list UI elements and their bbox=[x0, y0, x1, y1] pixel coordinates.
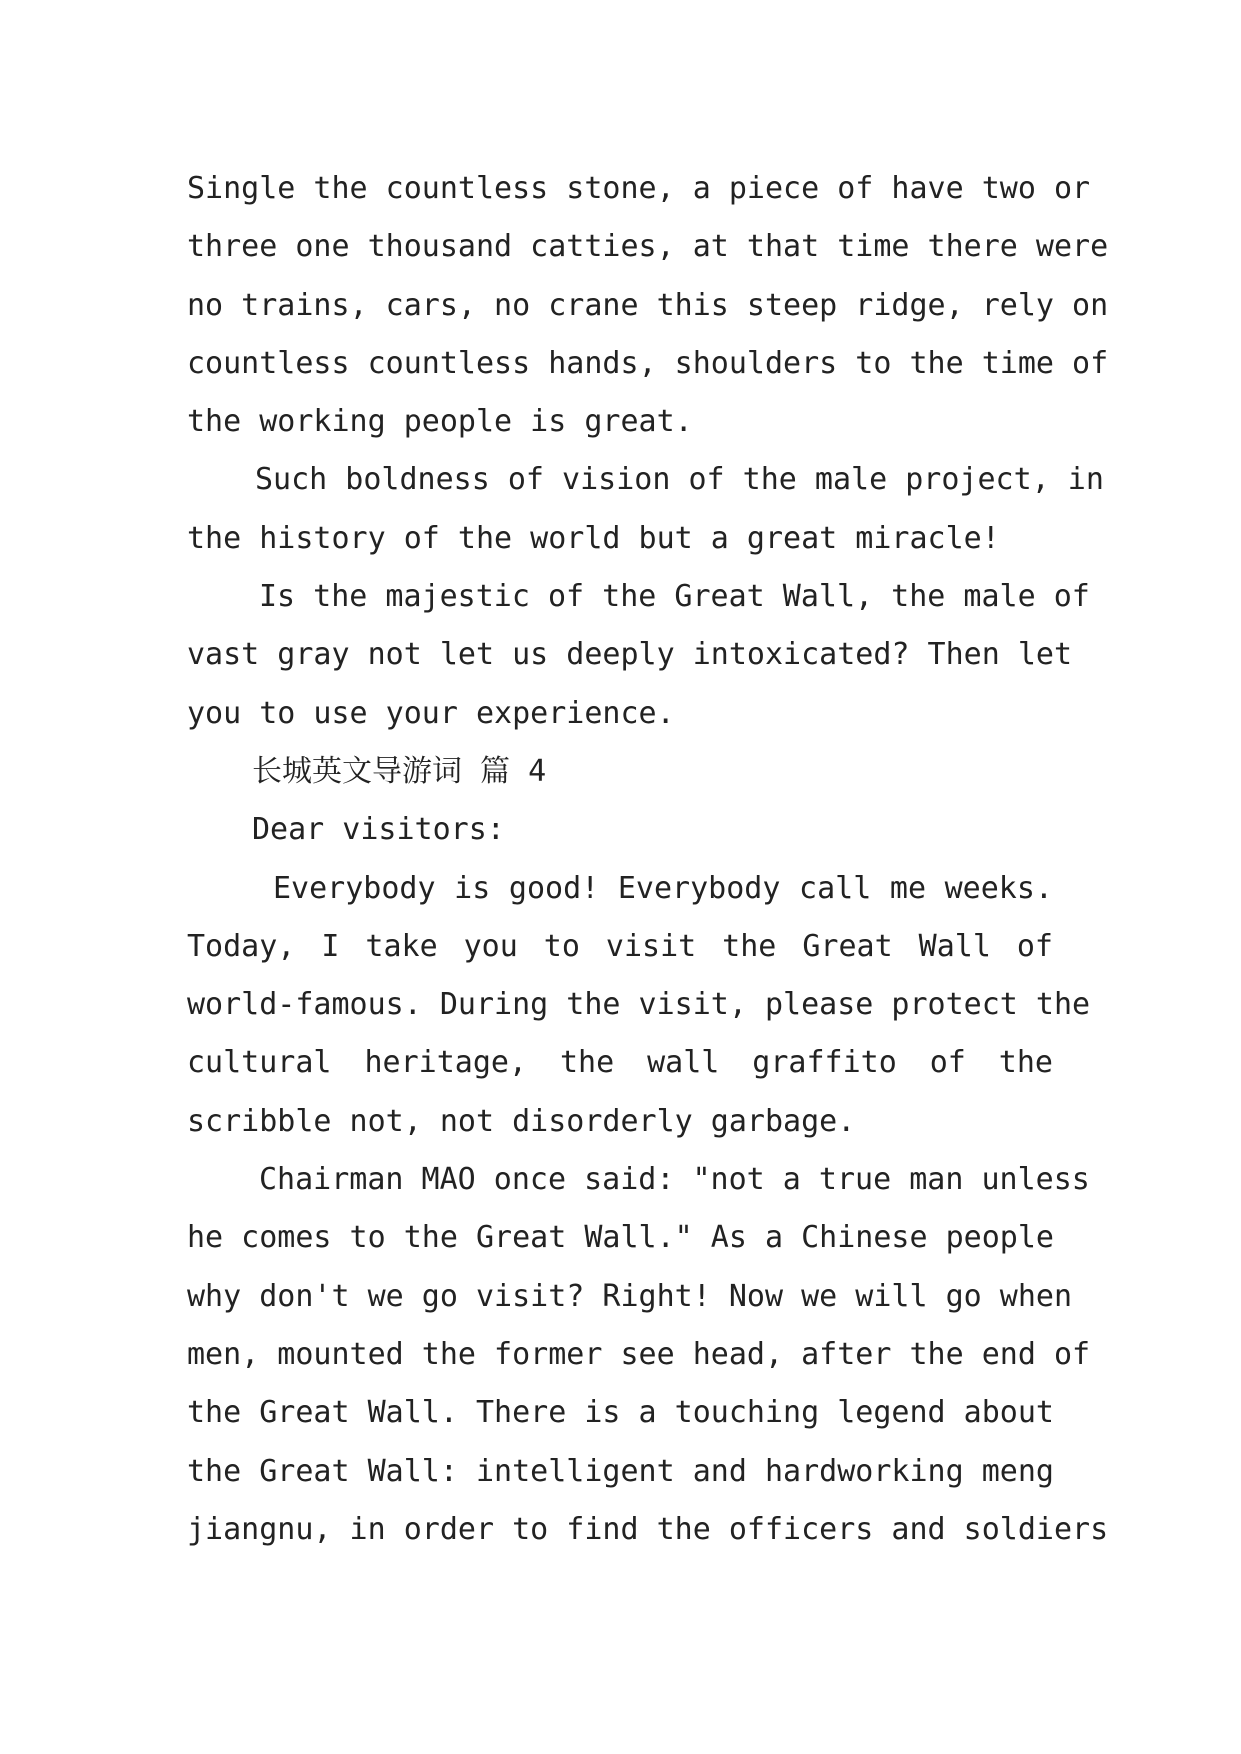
text-line: the working people is great. bbox=[187, 404, 693, 440]
text-line: jiangnu, in order to find the officers and soldiers bbox=[187, 1511, 1109, 1547]
section-heading: 长城英文导游词 篇 4 bbox=[252, 753, 547, 789]
text-line: no trains, cars, no crane this steep ridge, rely on bbox=[187, 287, 1109, 323]
text-line: countless countless hands, shoulders to the time of bbox=[187, 345, 1109, 381]
text-line: vast gray not let us deeply intoxicated? Then let bbox=[187, 637, 1073, 673]
text-line: the history of the world but a great miracle! bbox=[187, 520, 1000, 556]
text-line: Everybody is good! Everybody call me weeks. bbox=[273, 870, 1053, 906]
document-body bbox=[187, 160, 1109, 1559]
text-line: why don't we go visit? Right! Now we will go when bbox=[187, 1278, 1073, 1314]
text-line: Such boldness of vision of the male project, in bbox=[255, 462, 1104, 498]
text-line: Chairman MAO once said: "not a true man unless bbox=[259, 1162, 1090, 1198]
text-line: he comes to the Great Wall." As a Chinese people bbox=[187, 1220, 1054, 1256]
text-line: cultural heritage, the wall graffito of the bbox=[187, 1045, 1053, 1081]
text-line: Single the countless stone, a piece of have two or bbox=[187, 171, 1091, 206]
text-line: you to use your experience. bbox=[187, 695, 675, 731]
text-line: men, mounted the former see head, after the end of bbox=[187, 1336, 1091, 1372]
text-line: Is the majestic of the Great Wall, the male of bbox=[259, 579, 1090, 615]
text-line: scribble not, not disorderly garbage. bbox=[187, 1103, 856, 1139]
text-line: the Great Wall: intelligent and hardworking meng bbox=[187, 1453, 1054, 1489]
text-line: world-famous. During the visit, please protect the bbox=[187, 987, 1091, 1023]
text-line: the Great Wall. There is a touching legend about bbox=[187, 1395, 1054, 1431]
text-line: three one thousand catties, at that time there were bbox=[187, 229, 1109, 265]
salutation: Dear visitors: bbox=[252, 812, 505, 848]
text-line: Today, I take you to visit the Great Wall of bbox=[187, 928, 1053, 964]
